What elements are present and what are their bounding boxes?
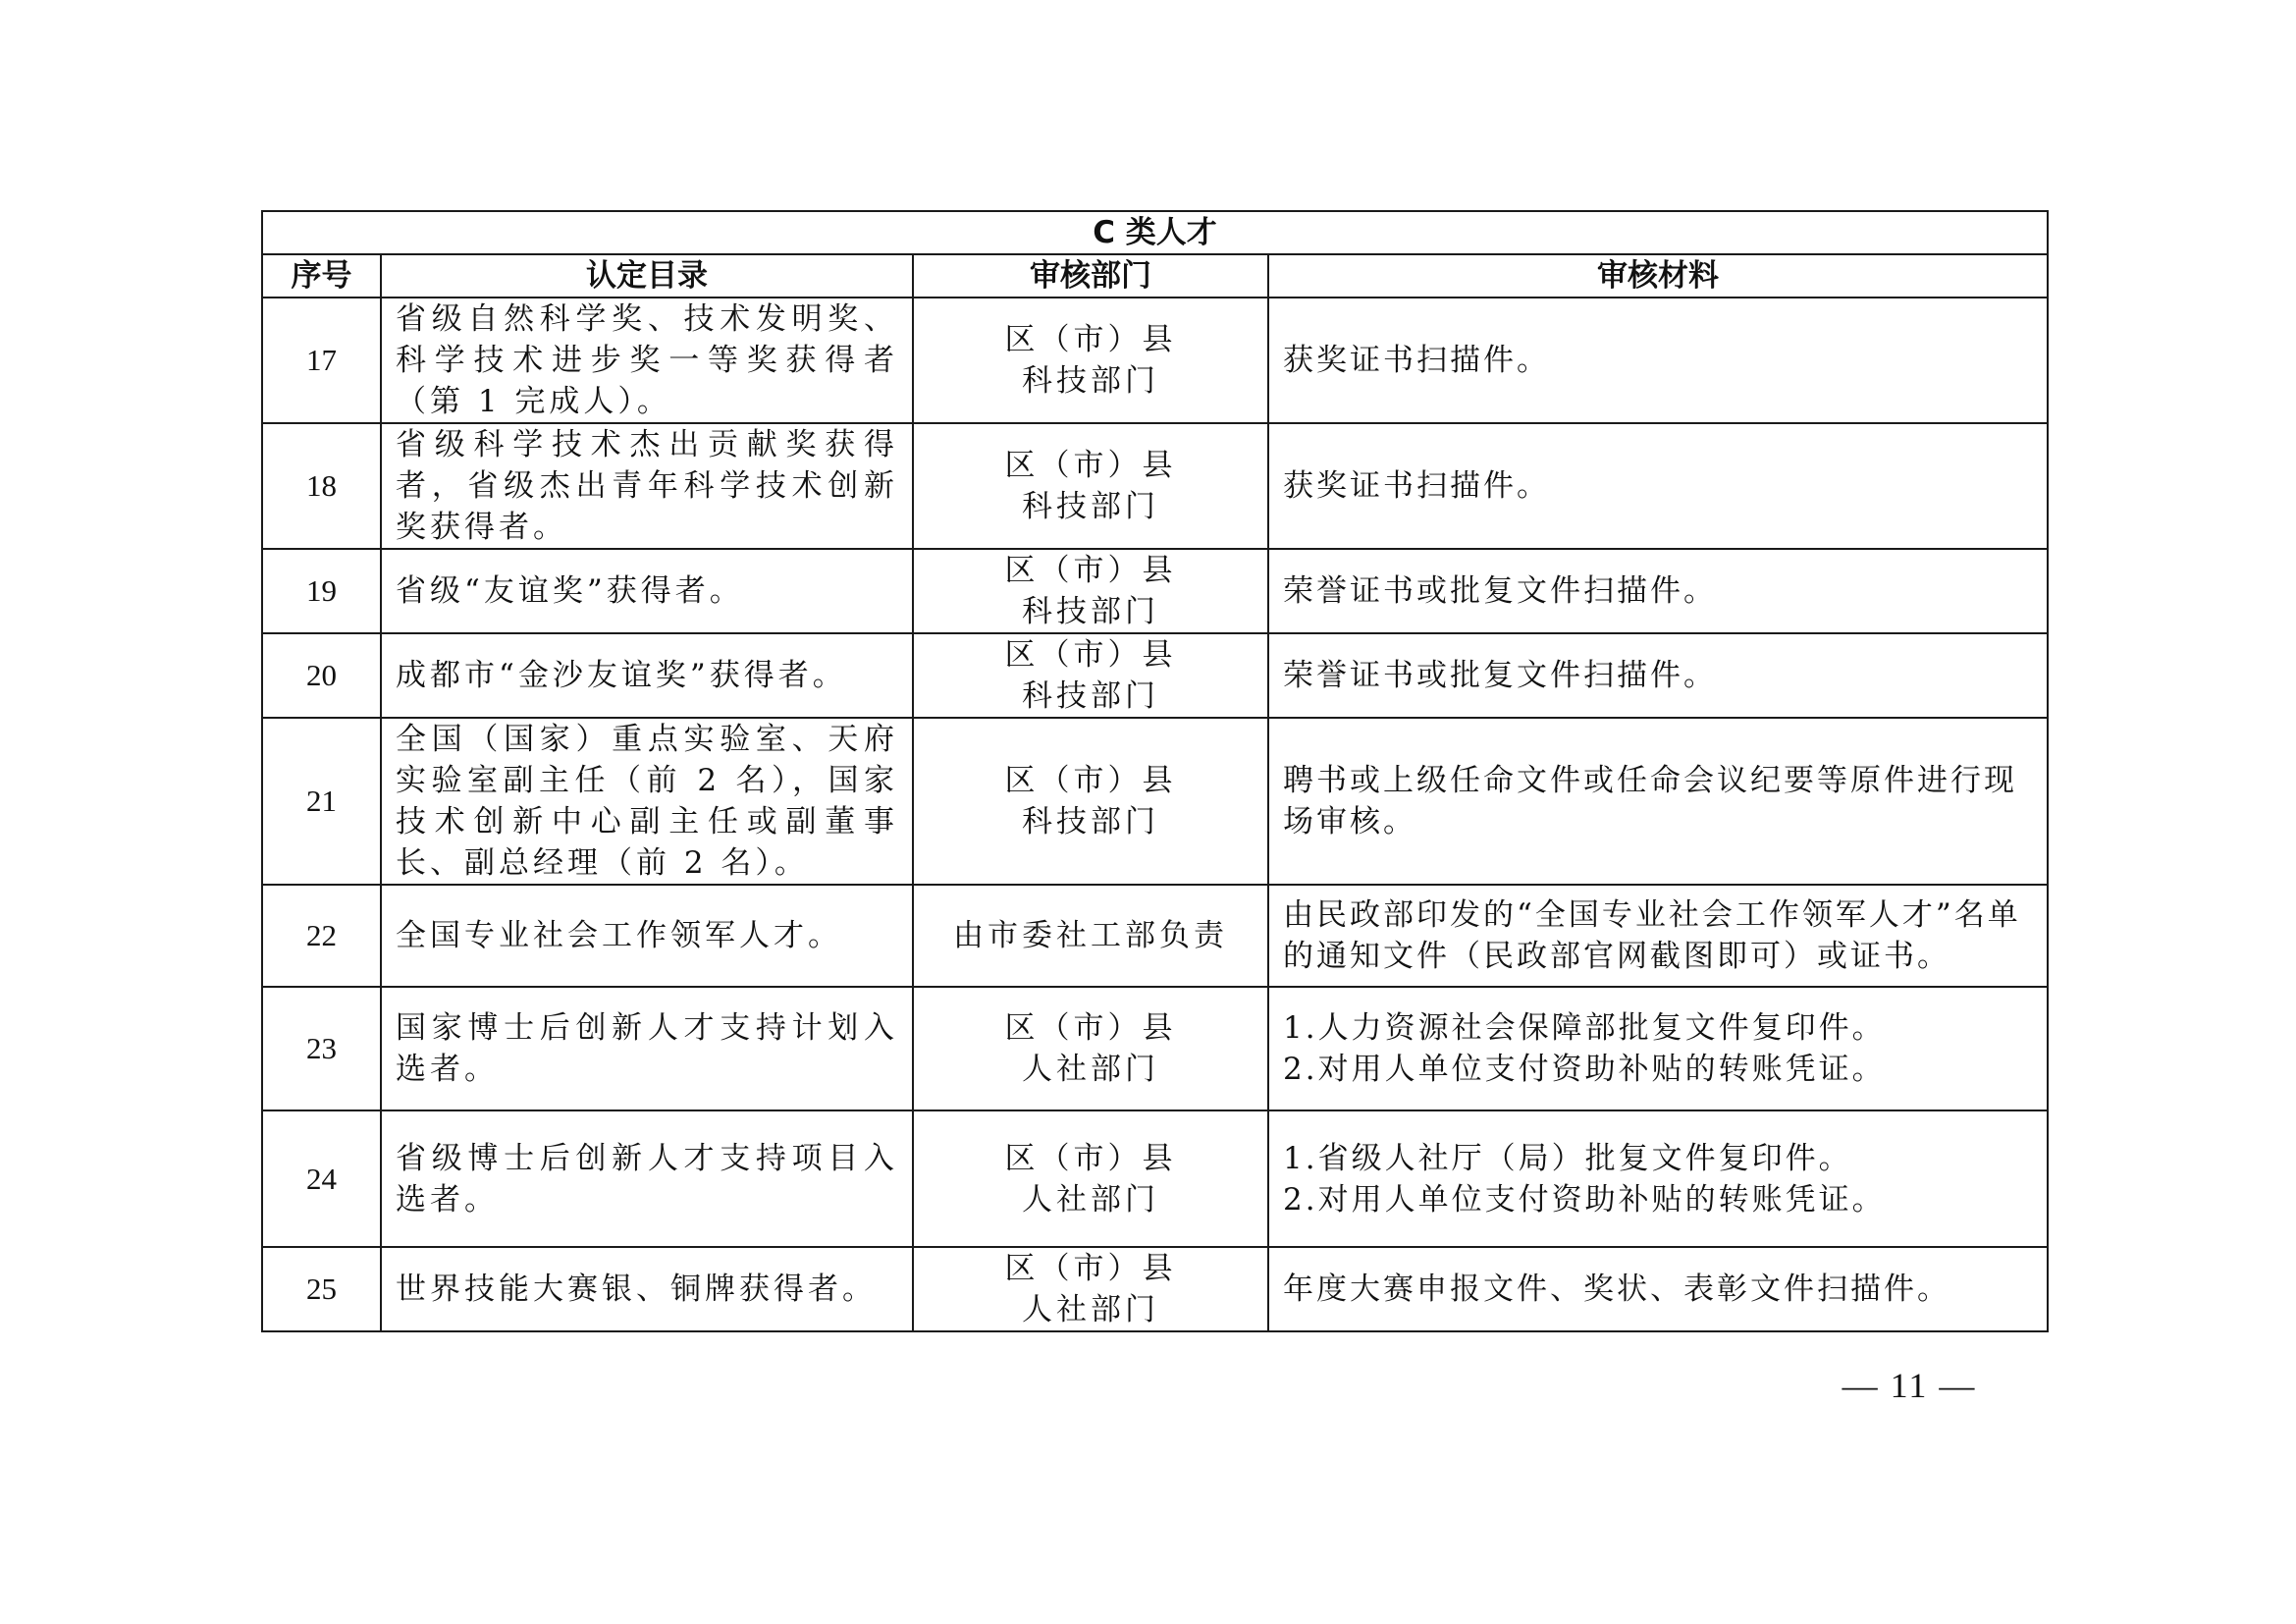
dept-line: 科技部门 bbox=[1022, 363, 1159, 399]
row-materials bbox=[1268, 1110, 2048, 1247]
row-category: 国家博士后创新人才支持计划入选者。 bbox=[381, 987, 913, 1110]
row-materials bbox=[1268, 298, 2048, 423]
row-dept bbox=[913, 1110, 1268, 1247]
row-number: 18 bbox=[262, 423, 381, 549]
table-row bbox=[262, 1247, 2048, 1331]
table-row bbox=[262, 423, 2048, 549]
row-materials bbox=[1268, 885, 2048, 987]
row-materials bbox=[1268, 633, 2048, 718]
row-category: 世界技能大赛银、铜牌获得者。 bbox=[381, 1247, 913, 1331]
dept-line: 区（市）县 bbox=[1004, 763, 1177, 798]
row-dept bbox=[913, 885, 1268, 987]
dept-line: 区（市）县 bbox=[1004, 1140, 1177, 1176]
materials-line: 荣誉证书或批复文件扫描件。 bbox=[1283, 573, 1717, 609]
dept-line: 由市委社工部负责 bbox=[953, 918, 1228, 953]
materials-line: 2.对用人单位支付资助补贴的转账凭证。 bbox=[1283, 1181, 1886, 1218]
row-number: 24 bbox=[262, 1110, 381, 1247]
table-row bbox=[262, 633, 2048, 718]
row-number: 19 bbox=[262, 549, 381, 633]
dept-line: 人社部门 bbox=[1022, 1181, 1159, 1218]
row-number: 20 bbox=[262, 633, 381, 718]
header-num: 序号 bbox=[262, 254, 381, 298]
row-category: 省级科学技术杰出贡献奖获得者，省级杰出青年科学技术创新奖获得者。 bbox=[381, 423, 913, 549]
row-number: 21 bbox=[262, 718, 381, 885]
materials-line: 2.对用人单位支付资助补贴的转账凭证。 bbox=[1283, 1052, 1886, 1087]
dept-line: 区（市）县 bbox=[1004, 637, 1177, 673]
dept-line: 人社部门 bbox=[1022, 1052, 1159, 1087]
dept-line: 科技部门 bbox=[1022, 804, 1159, 839]
row-materials bbox=[1268, 423, 2048, 549]
row-materials bbox=[1268, 718, 2048, 885]
header-materials: 审核材料 bbox=[1268, 254, 2048, 298]
dept-line: 区（市）县 bbox=[1004, 322, 1177, 357]
dept-line: 区（市）县 bbox=[1004, 1251, 1177, 1286]
talent-table bbox=[261, 210, 2049, 1332]
row-number: 17 bbox=[262, 298, 381, 423]
dept-line: 科技部门 bbox=[1022, 489, 1159, 524]
dept-line: 区（市）县 bbox=[1004, 448, 1177, 483]
row-dept bbox=[913, 298, 1268, 423]
row-category: 全国（国家）重点实验室、天府实验室副主任（前 2 名），国家技术创新中心副主任或副董事长、副总经理（前 2 名）。 bbox=[381, 718, 913, 885]
table-body bbox=[262, 298, 2048, 1331]
page-number: — 11 — bbox=[1842, 1366, 1977, 1405]
table-row bbox=[262, 298, 2048, 423]
row-category: 省级自然科学奖、技术发明奖、科学技术进步奖一等奖获得者（第 1 完成人）。 bbox=[381, 298, 913, 423]
table-row bbox=[262, 987, 2048, 1110]
row-number: 23 bbox=[262, 987, 381, 1110]
materials-line: 聘书或上级任命文件或任命会议纪要等原件进行现场审核。 bbox=[1283, 763, 2017, 839]
table-row bbox=[262, 549, 2048, 633]
row-category: 成都市“金沙友谊奖”获得者。 bbox=[381, 633, 913, 718]
dept-line: 科技部门 bbox=[1022, 678, 1159, 714]
row-category: 全国专业社会工作领军人才。 bbox=[381, 885, 913, 987]
dept-line: 科技部门 bbox=[1022, 594, 1159, 629]
materials-line: 由民政部印发的“全国专业社会工作领军人才”名单的通知文件（民政部官网截图即可）或证书。 bbox=[1283, 897, 2021, 974]
row-number: 25 bbox=[262, 1247, 381, 1331]
row-materials bbox=[1268, 549, 2048, 633]
materials-line: 年度大赛申报文件、奖状、表彰文件扫描件。 bbox=[1283, 1272, 1950, 1307]
section-title-row bbox=[262, 211, 2048, 254]
row-dept bbox=[913, 633, 1268, 718]
row-category: 省级博士后创新人才支持项目入选者。 bbox=[381, 1110, 913, 1247]
row-dept bbox=[913, 987, 1268, 1110]
table-row bbox=[262, 1110, 2048, 1247]
row-materials bbox=[1268, 1247, 2048, 1331]
section-title: C 类人才 bbox=[262, 211, 2048, 254]
materials-line: 荣誉证书或批复文件扫描件。 bbox=[1283, 658, 1717, 693]
header-row bbox=[262, 254, 2048, 298]
row-dept bbox=[913, 549, 1268, 633]
table-row bbox=[262, 885, 2048, 987]
row-dept bbox=[913, 1247, 1268, 1331]
row-dept bbox=[913, 423, 1268, 549]
row-category: 省级“友谊奖”获得者。 bbox=[381, 549, 913, 633]
row-number: 22 bbox=[262, 885, 381, 987]
materials-line: 获奖证书扫描件。 bbox=[1283, 343, 1550, 378]
row-dept bbox=[913, 718, 1268, 885]
header-category: 认定目录 bbox=[381, 254, 913, 298]
materials-line: 获奖证书扫描件。 bbox=[1283, 468, 1550, 504]
row-materials bbox=[1268, 987, 2048, 1110]
table-row bbox=[262, 718, 2048, 885]
materials-line: 1.人力资源社会保障部批复文件复印件。 bbox=[1283, 1010, 1886, 1046]
dept-line: 区（市）县 bbox=[1004, 1010, 1177, 1046]
header-dept: 审核部门 bbox=[913, 254, 1268, 298]
dept-line: 人社部门 bbox=[1022, 1292, 1159, 1327]
dept-line: 区（市）县 bbox=[1004, 553, 1177, 588]
materials-line: 1.省级人社厅（局）批复文件复印件。 bbox=[1283, 1140, 1852, 1176]
